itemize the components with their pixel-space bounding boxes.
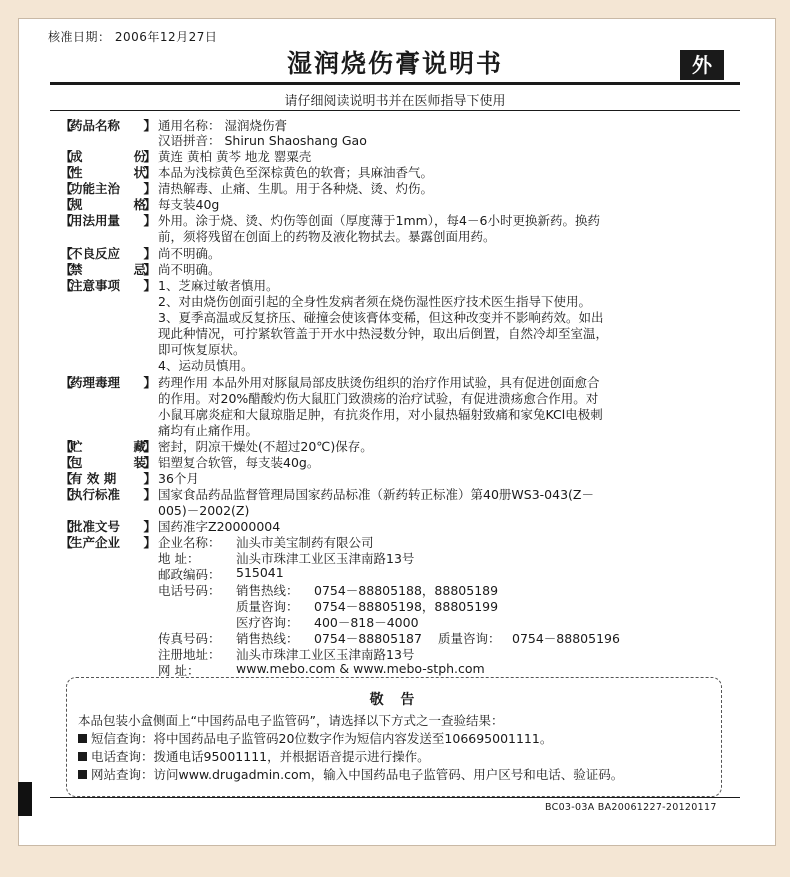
sales-phone: 0754－88805188，88805189 <box>314 583 499 598</box>
registered-address: 汕头市珠津工业区玉津南路13号 <box>236 647 415 662</box>
usage-line-2: 前，须将残留在创面上的药物及液化物拭去。暴露创面用药。 <box>158 229 496 244</box>
ingredients-text: 黄连 黄柏 黄芩 地龙 罂粟壳 <box>158 149 312 164</box>
properties-text: 本品为浅棕黄色至深棕黄色的软膏；具麻油香气。 <box>158 165 434 180</box>
title-rule <box>50 82 740 85</box>
pharmacology-line: 的作用。对20%醋酸灼伤大鼠肛门致溃疡的治疗试验，有促进溃疡愈合作用。对 <box>158 391 599 406</box>
notice-item: 电话查询：拨通电话95001111，并根据语音提示进行操作。 <box>78 747 430 765</box>
medical-label: 医疗咨询： <box>236 615 299 630</box>
precaution-line: 2、对由烧伤创面引起的全身性发病者须在烧伤湿性医疗技术医生指导下使用。 <box>158 294 591 309</box>
pharmacology-line: 小鼠耳廓炎症和大鼠琼脂足肿，有抗炎作用，对小鼠热辐射致痛和家兔KCl电极刺 <box>158 407 603 422</box>
pinyin-name: 汉语拼音： Shirun Shaoshang Gao <box>158 133 367 148</box>
pharmacology-line: 药理作用 本品外用对豚鼠局部皮肤烫伤组织的治疗作用试验，具有促进创面愈合 <box>158 375 600 390</box>
adverse-text: 尚不明确。 <box>158 246 221 261</box>
website-label: 网 址： <box>158 663 200 678</box>
bottom-rule <box>50 797 740 798</box>
phone-label: 电话号码： <box>158 583 221 598</box>
print-code: BC03-03A BA20061227-20120117 <box>545 802 717 813</box>
precaution-line: 3、夏季高温或反复挤压、碰撞会使该膏体变稀，但这种改变并不影响药效。如出 <box>158 310 604 325</box>
generic-name: 通用名称： 湿润烧伤膏 <box>158 118 287 133</box>
medical-phone: 400－818－4000 <box>314 615 419 630</box>
sales-label: 销售热线： <box>236 583 299 598</box>
standard-line-1: 国家食品药品监督管理局国家药品标准（新药转正标准）第40册WS3-043(Z－ <box>158 487 594 502</box>
document-title: 湿润烧伤膏说明书 <box>286 49 503 78</box>
company-name: 汕头市美宝制药有限公司 <box>236 535 374 550</box>
quality-label: 质量咨询： <box>236 599 299 614</box>
postcode-label: 邮政编码： <box>158 567 221 582</box>
notice-title: 敬 告 <box>369 692 421 708</box>
bullet-square-icon <box>78 734 87 743</box>
fax-label: 传真号码： <box>158 631 221 646</box>
address-label: 地 址： <box>158 551 200 566</box>
pharmacology-line: 痛均有止痛作用。 <box>158 423 259 438</box>
bullet-square-icon <box>78 752 87 761</box>
contraindications-text: 尚不明确。 <box>158 262 221 277</box>
fax-sales-label: 销售热线： <box>236 631 299 646</box>
website-text: www.mebo.com & www.mebo-stph.com <box>236 661 485 676</box>
notice-item: 短信查询：将中国药品电子监管码20位数字作为短信内容发送至106695001111。 <box>78 729 552 747</box>
indications-text: 清热解毒、止痛、生肌。用于各种烧、烫、灼伤。 <box>158 181 434 196</box>
validity-text: 36个月 <box>158 471 199 486</box>
precaution-line: 现此种情况，可拧紧软管盖于开水中热浸数分钟，取出后倒置，自然冷却至室温， <box>158 326 609 341</box>
storage-text: 密封，阴凉干燥处(不超过20℃)保存。 <box>158 439 373 454</box>
external-use-badge: 外 <box>680 50 724 80</box>
fax-quality: 0754－88805196 <box>512 631 620 646</box>
subtitle-rule <box>50 110 740 111</box>
bullet-square-icon <box>78 770 87 779</box>
precaution-line: 即可恢复原状。 <box>158 342 246 357</box>
notice-item: 网站查询：访问www.drugadmin.com，输入中国药品电子监管码、用户区号和电话、验证码。 <box>78 765 623 783</box>
usage-line-1: 外用。涂于烧、烫、灼伤等创面（厚度薄于1mm），每4－6小时更换新药。换药 <box>158 213 600 228</box>
subtitle: 请仔细阅读说明书并在医师指导下使用 <box>284 94 506 109</box>
approval-number-text: 国药准字Z20000004 <box>158 519 281 534</box>
fax-quality-label: 质量咨询： <box>438 631 501 646</box>
company-label: 企业名称： <box>158 535 221 550</box>
address-text: 汕头市珠津工业区玉津南路13号 <box>236 551 415 566</box>
precaution-line: 1、芝麻过敏者慎用。 <box>158 278 279 293</box>
fax-sales: 0754－88805187 <box>314 631 422 646</box>
notice-intro: 本品包装小盒侧面上“中国药品电子监管码”，请选择以下方式之一查验结果： <box>78 713 504 728</box>
postcode-text: 515041 <box>236 565 284 580</box>
spec-text: 每支装40g <box>158 197 220 212</box>
quality-phone: 0754－88805198，88805199 <box>314 599 499 614</box>
package-text: 铝塑复合软管，每支装40g。 <box>158 455 320 470</box>
standard-line-2: 005)－2002(Z) <box>158 503 250 518</box>
approval-date: 核准日期： 2006年12月27日 <box>48 30 218 44</box>
registration-mark <box>18 782 32 816</box>
precaution-line: 4、运动员慎用。 <box>158 358 254 373</box>
registered-address-label: 注册地址： <box>158 647 221 662</box>
